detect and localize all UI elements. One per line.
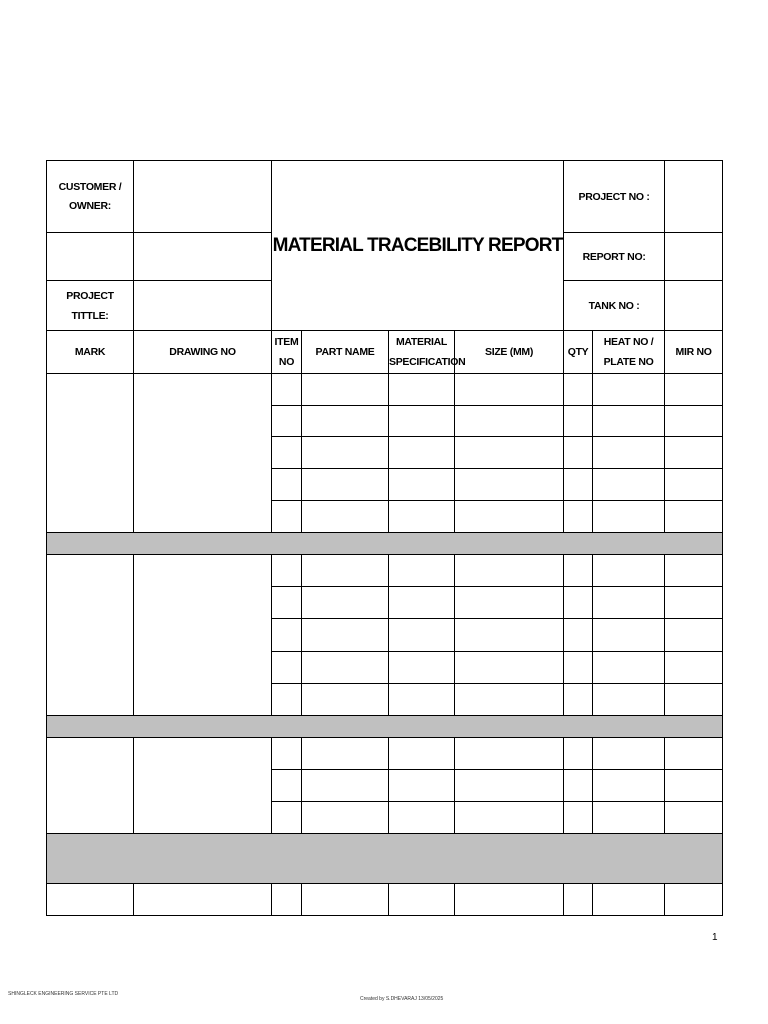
item-no-cell[interactable] [272, 619, 302, 652]
material-spec-cell[interactable] [389, 469, 455, 501]
qty-cell[interactable] [564, 406, 593, 437]
qty-cell[interactable] [564, 469, 593, 501]
item-no-cell[interactable] [272, 770, 302, 802]
part-name-cell[interactable] [302, 770, 389, 802]
qty-cell[interactable] [564, 652, 593, 684]
heat-no-cell[interactable] [593, 884, 665, 916]
project-no-label: PROJECT NO : [564, 161, 665, 233]
part-name-cell[interactable] [302, 406, 389, 437]
heat-no-cell[interactable] [593, 555, 665, 587]
col-material-spec: MATERIAL SPECIFICATION [389, 331, 455, 374]
col-size: SIZE (MM) [455, 331, 564, 374]
part-name-cell[interactable] [302, 555, 389, 587]
part-name-cell[interactable] [302, 469, 389, 501]
table-row [47, 884, 723, 916]
page-number: 1 [712, 932, 718, 943]
heat-no-cell[interactable] [593, 437, 665, 469]
material-spec-cell[interactable] [389, 437, 455, 469]
part-name-cell[interactable] [302, 374, 389, 406]
customer-value-cell[interactable] [134, 161, 272, 233]
mir-no-cell[interactable] [665, 884, 723, 916]
size-cell[interactable] [455, 437, 564, 469]
material-spec-cell[interactable] [389, 374, 455, 406]
qty-cell[interactable] [564, 770, 593, 802]
part-name-cell[interactable] [302, 802, 389, 834]
size-cell[interactable] [455, 802, 564, 834]
size-cell[interactable] [455, 770, 564, 802]
size-cell[interactable] [455, 501, 564, 533]
project-title-label: PROJECT TITTLE: [47, 281, 134, 331]
part-name-cell[interactable] [302, 587, 389, 619]
mir-no-cell[interactable] [665, 652, 723, 684]
mir-no-cell[interactable] [665, 587, 723, 619]
project-no-value-cell[interactable] [665, 161, 723, 233]
item-no-cell[interactable] [272, 884, 302, 916]
table-row [47, 374, 723, 406]
col-qty: QTY [564, 331, 593, 374]
material-spec-cell[interactable] [389, 652, 455, 684]
qty-cell[interactable] [564, 501, 593, 533]
part-name-cell[interactable] [302, 437, 389, 469]
item-no-cell[interactable] [272, 374, 302, 406]
material-spec-cell[interactable] [389, 587, 455, 619]
item-no-cell[interactable] [272, 738, 302, 770]
separator-bar [47, 533, 723, 555]
table-row [47, 555, 723, 587]
material-spec-cell[interactable] [389, 738, 455, 770]
item-no-cell[interactable] [272, 684, 302, 716]
heat-no-cell[interactable] [593, 501, 665, 533]
mark-cell[interactable] [47, 738, 134, 834]
heat-no-cell[interactable] [593, 770, 665, 802]
material-spec-cell[interactable] [389, 406, 455, 437]
mir-no-cell[interactable] [665, 501, 723, 533]
part-name-cell[interactable] [302, 684, 389, 716]
col-mark: MARK [47, 331, 134, 374]
part-name-cell[interactable] [302, 738, 389, 770]
report-title: MATERIAL TRACEBILITY REPORT [272, 161, 564, 331]
material-spec-cell[interactable] [389, 770, 455, 802]
mir-no-cell[interactable] [665, 469, 723, 501]
footer-company: SHINGLECK ENGINEERING SERVICE PTE LTD [8, 991, 119, 997]
traceability-form [46, 160, 722, 916]
material-spec-cell[interactable] [389, 501, 455, 533]
drawing-no-cell[interactable] [134, 738, 272, 834]
heat-no-cell[interactable] [593, 619, 665, 652]
group-separator [47, 716, 723, 738]
heat-no-cell[interactable] [593, 802, 665, 834]
part-name-cell[interactable] [302, 619, 389, 652]
blank-label-cell [47, 233, 134, 281]
group-separator [47, 533, 723, 555]
separator-bar [47, 834, 723, 884]
size-cell[interactable] [455, 374, 564, 406]
heat-no-cell[interactable] [593, 374, 665, 406]
owner-value-cell[interactable] [134, 233, 272, 281]
report-no-value-cell[interactable] [665, 233, 723, 281]
heat-no-cell[interactable] [593, 652, 665, 684]
qty-cell[interactable] [564, 587, 593, 619]
heat-no-cell[interactable] [593, 738, 665, 770]
material-spec-cell[interactable] [389, 555, 455, 587]
size-cell[interactable] [455, 684, 564, 716]
qty-cell[interactable] [564, 374, 593, 406]
col-part-name: PART NAME [302, 331, 389, 374]
drawing-no-cell[interactable] [134, 884, 272, 916]
size-cell[interactable] [455, 619, 564, 652]
col-drawing-no: DRAWING NO [134, 331, 272, 374]
qty-cell[interactable] [564, 738, 593, 770]
mir-no-cell[interactable] [665, 738, 723, 770]
mark-cell[interactable] [47, 374, 134, 533]
heat-no-cell[interactable] [593, 684, 665, 716]
mir-no-cell[interactable] [665, 619, 723, 652]
item-no-cell[interactable] [272, 587, 302, 619]
heat-no-cell[interactable] [593, 587, 665, 619]
qty-cell[interactable] [564, 884, 593, 916]
separator-bar [47, 716, 723, 738]
item-no-cell[interactable] [272, 501, 302, 533]
size-cell[interactable] [455, 406, 564, 437]
size-cell[interactable] [455, 652, 564, 684]
mir-no-cell[interactable] [665, 770, 723, 802]
mir-no-cell[interactable] [665, 406, 723, 437]
qty-cell[interactable] [564, 684, 593, 716]
drawing-no-cell[interactable] [134, 374, 272, 533]
table-row [47, 738, 723, 770]
mark-cell[interactable] [47, 555, 134, 716]
mir-no-cell[interactable] [665, 437, 723, 469]
mir-no-cell[interactable] [665, 374, 723, 406]
qty-cell[interactable] [564, 437, 593, 469]
heat-no-cell[interactable] [593, 406, 665, 437]
footer-created-by: Created by S.DHEVARAJ 13/05/2025 [360, 996, 444, 1002]
part-name-cell[interactable] [302, 501, 389, 533]
item-no-cell[interactable] [272, 469, 302, 501]
material-spec-cell[interactable] [389, 684, 455, 716]
mir-no-cell[interactable] [665, 555, 723, 587]
item-no-cell[interactable] [272, 802, 302, 834]
mir-no-cell[interactable] [665, 802, 723, 834]
qty-cell[interactable] [564, 619, 593, 652]
project-title-value-cell[interactable] [134, 281, 272, 331]
qty-cell[interactable] [564, 555, 593, 587]
item-no-cell[interactable] [272, 437, 302, 469]
customer-label: CUSTOMER / OWNER: [47, 161, 134, 233]
material-spec-cell[interactable] [389, 619, 455, 652]
col-mir-no: MIR NO [665, 331, 723, 374]
size-cell[interactable] [455, 555, 564, 587]
col-item-no: ITEM NO [272, 331, 302, 374]
item-no-cell[interactable] [272, 652, 302, 684]
mark-cell[interactable] [47, 884, 134, 916]
size-cell[interactable] [455, 738, 564, 770]
material-spec-cell[interactable] [389, 802, 455, 834]
item-no-cell[interactable] [272, 555, 302, 587]
qty-cell[interactable] [564, 802, 593, 834]
size-cell[interactable] [455, 469, 564, 501]
group-separator [47, 834, 723, 884]
tank-no-label: TANK NO : [564, 281, 665, 331]
size-cell[interactable] [455, 587, 564, 619]
heat-no-cell[interactable] [593, 469, 665, 501]
item-no-cell[interactable] [272, 406, 302, 437]
mir-no-cell[interactable] [665, 684, 723, 716]
col-heat-no: HEAT NO / PLATE NO [593, 331, 665, 374]
report-no-label: REPORT NO: [564, 233, 665, 281]
report-table [46, 160, 723, 916]
part-name-cell[interactable] [302, 652, 389, 684]
tank-no-value-cell[interactable] [665, 281, 723, 331]
drawing-no-cell[interactable] [134, 555, 272, 716]
size-cell[interactable] [455, 884, 564, 916]
column-header-row [47, 331, 723, 374]
material-spec-cell[interactable] [389, 884, 455, 916]
part-name-cell[interactable] [302, 884, 389, 916]
